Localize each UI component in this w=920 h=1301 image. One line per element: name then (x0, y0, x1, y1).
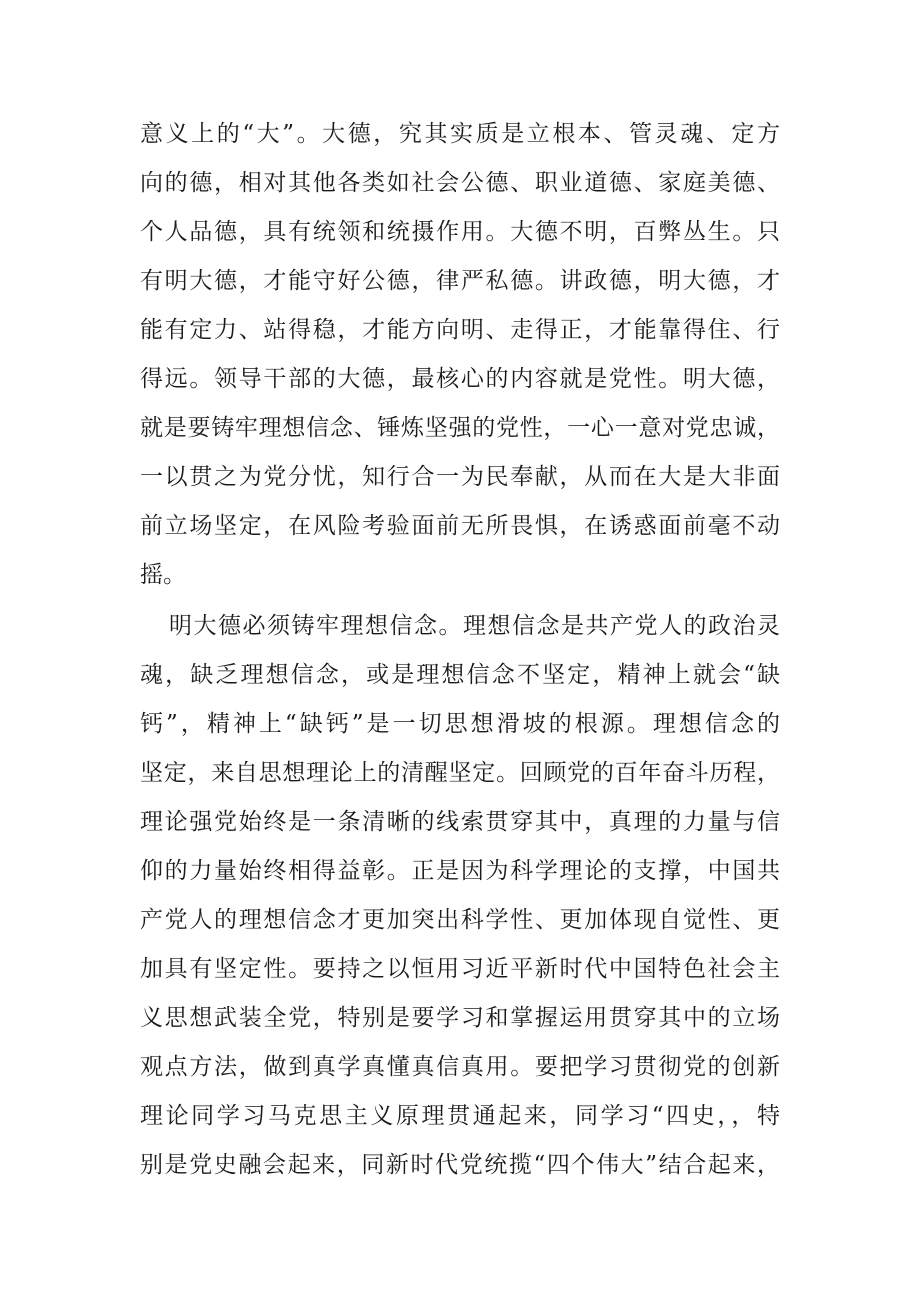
text-line: 能有定力、站得稳，才能方向明、走得正，才能靠得住、行 (140, 317, 780, 343)
text-line: 仰的力量始终相得益彰。正是因为科学理论的支撑，中国共 (140, 858, 780, 884)
text-line: 义思想武装全党，特别是要学习和掌握运用贯穿其中的立场 (140, 1005, 780, 1031)
text-line: 理论同学习马克思主义原理贯通起来，同学习“四史，，特 (140, 1103, 780, 1129)
text-line: 魂，缺乏理想信念，或是理想信念不坚定，精神上就会“缺 (140, 662, 780, 688)
text-line: 得远。领导干部的大德，最核心的内容就是党性。明大德， (140, 366, 780, 392)
text-line: 前立场坚定，在风险考验面前无所畏惧，在诱惑面前毫不动 (140, 513, 780, 539)
text-line: 钙”，精神上“缺钙”是一切思想滑坡的根源。理想信念的 (140, 711, 780, 737)
text-line: 产党人的理想信念才更加突出科学性、更加体现自觉性、更 (140, 907, 780, 933)
text-line: 意义上的“大”。大德，究其实质是立根本、管灵魂、定方 (140, 121, 780, 147)
text-line: 向的德，相对其他各类如社会公德、职业道德、家庭美德、 (140, 170, 780, 196)
text-line: 别是党史融会起来，同新时代党统揽“四个伟大”结合起来， (140, 1152, 780, 1178)
text-line: 坚定，来自思想理论上的清醒坚定。回顾党的百年奋斗历程， (140, 760, 780, 786)
text-line: 一以贯之为党分忧，知行合一为民奉献，从而在大是大非面 (140, 464, 780, 490)
text-line-last: 摇。 (140, 562, 186, 588)
text-line: 理论强党始终是一条清晰的线索贯穿其中，真理的力量与信 (140, 809, 780, 835)
text-line: 加具有坚定性。要持之以恒用习近平新时代中国特色社会主 (140, 956, 780, 982)
text-line-first: 明大德必须铸牢理想信念。理想信念是共产党人的政治灵 (169, 613, 780, 639)
text-line: 就是要铸牢理想信念、锤炼坚强的党性，一心一意对党忠诚， (140, 415, 780, 441)
text-line: 个人品德，具有统领和统摄作用。大德不明，百弊丛生。只 (140, 219, 780, 245)
text-line: 观点方法，做到真学真懂真信真用。要把学习贯彻党的创新 (140, 1054, 780, 1080)
text-line: 有明大德，才能守好公德，律严私德。讲政德，明大德，才 (140, 268, 780, 294)
